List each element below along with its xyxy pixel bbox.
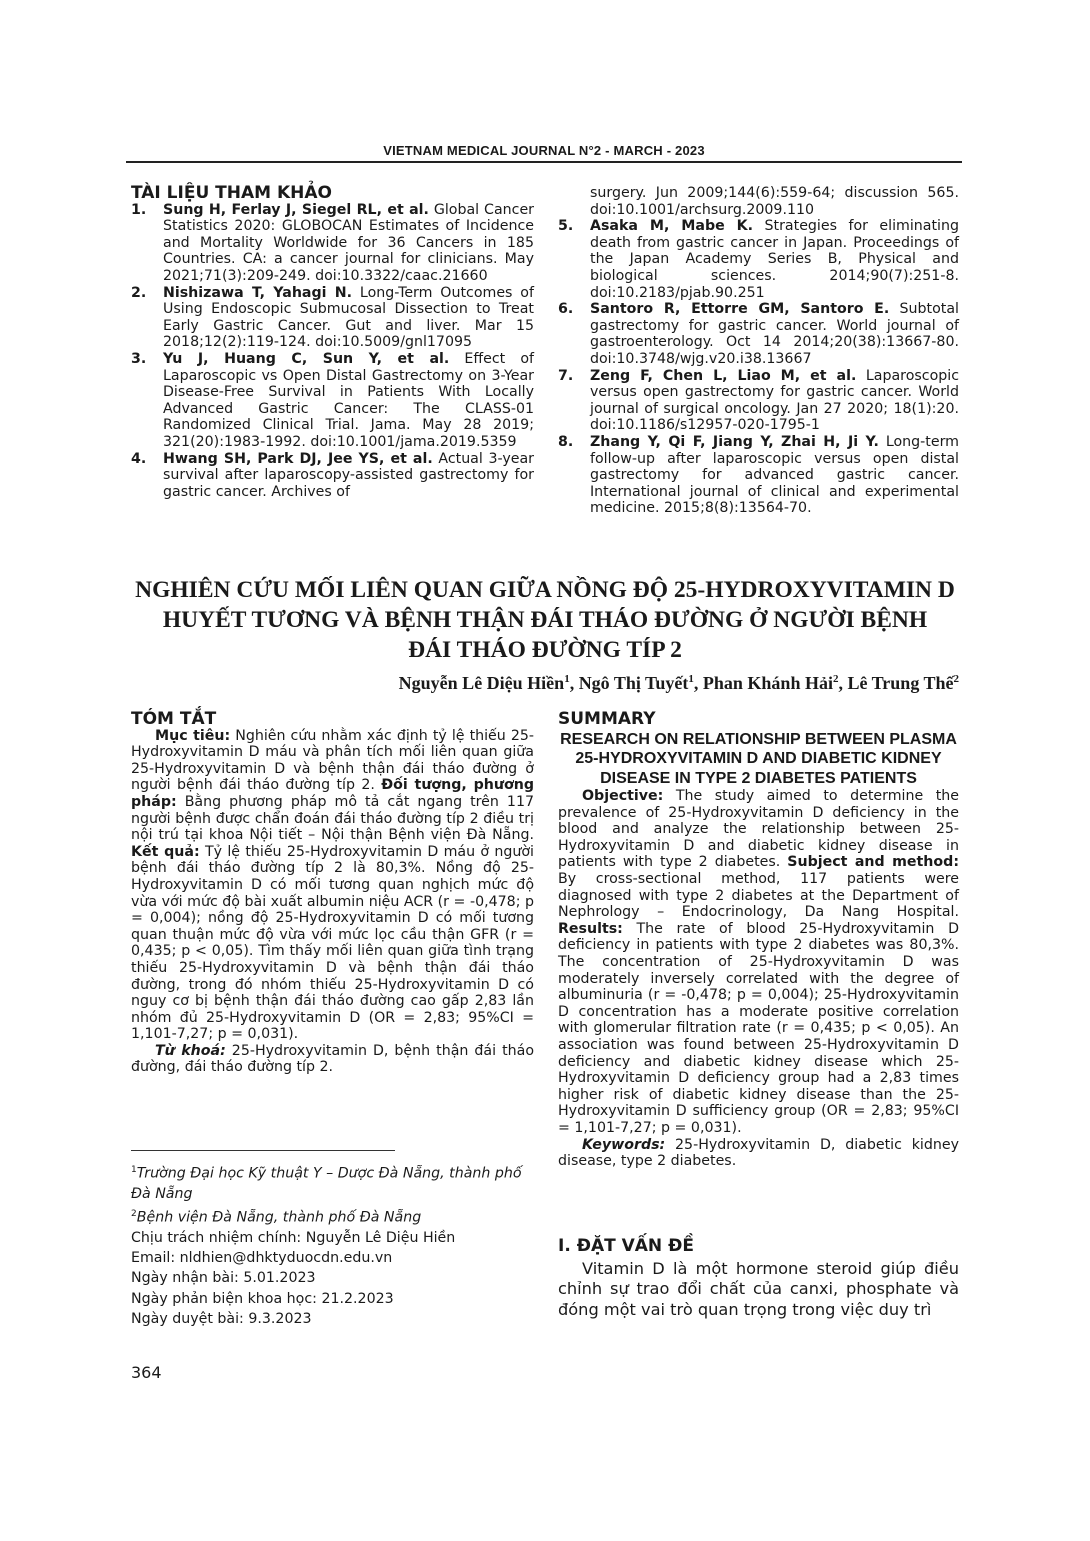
reference-authors: Hwang SH, Park DJ, Jee YS, et al. bbox=[163, 450, 433, 467]
reference-authors: Yu J, Huang C, Sun Y, et al. bbox=[163, 350, 450, 367]
reference-number: 3. bbox=[131, 350, 147, 367]
footnote-rule bbox=[131, 1150, 395, 1151]
objective-label: Mục tiêu: bbox=[155, 727, 231, 744]
reference-authors: Sung H, Ferlay J, Siegel RL, et al. bbox=[163, 201, 429, 218]
objective-text: The study aimed to determine the prevalence of 25-Hydroxyvitamin D deficiency in the blood and analyze the relationship between 25-Hydroxyvitamin D and diabetic kidney disease in patients with type 2 diabetes. bbox=[558, 788, 959, 871]
reference-number: 6. bbox=[558, 301, 574, 318]
reference-authors: Zeng F, Chen L, Liao M, et al. bbox=[590, 367, 857, 384]
introduction bbox=[558, 1236, 959, 1320]
reference-item bbox=[131, 202, 534, 285]
intro-text: Vitamin D là một hormone steroid giúp điều chỉnh sự trao đổi chất của canxi, phosphate và đóng một vai trò quan trọng trong việc duy trì bbox=[558, 1258, 959, 1319]
reference-continuation bbox=[558, 185, 959, 218]
reference-item bbox=[558, 301, 959, 367]
keywords-label: Từ khoá: bbox=[155, 1042, 226, 1059]
affiliation-marker: 2 bbox=[131, 1209, 137, 1220]
reference-text: Strategies for eliminating death from gastric cancer in Japan. Proceedings of the Japan Academy Series B, Physical and biological sciences. 2014;90(7):251-8. doi:10.2183/pjab.90.251 bbox=[590, 218, 959, 301]
method-label: Đối tượng, phương pháp: bbox=[131, 777, 534, 810]
reference-number: 4. bbox=[131, 450, 147, 467]
reference-text: Actual 3-year survival after laparoscopy-assisted gastrectomy for gastric cancer. Archives of bbox=[163, 450, 534, 500]
objective-text: Nghiên cứu nhằm xác định tỷ lệ thiếu 25-Hydroxyvitamin D máu và phân tích mối liên quan giữa 25-Hydroxyvitamin D và bệnh thận đái tháo đường ở người bệnh đái tháo đường típ 2. bbox=[131, 727, 535, 794]
reference-number: 2. bbox=[131, 284, 147, 301]
footnotes bbox=[131, 1160, 536, 1329]
title-line: ĐÁI THÁO ĐƯỜNG TÍP 2 bbox=[408, 637, 682, 663]
en-abstract bbox=[558, 711, 959, 1170]
summary-title: RESEARCH ON RELATIONSHIP BETWEEN PLASMA 25-HYDROXYVITAMIN D AND DIABETIC KIDNEY DISEASE IN TYPE 2 DIABETES PATIENTS bbox=[560, 730, 957, 787]
reference-text: surgery. Jun 2009;144(6):559-64; discussion 565. doi:10.1001/archsurg.2009.110 bbox=[590, 185, 959, 218]
article-title bbox=[110, 575, 980, 665]
author-affiliation: 2 bbox=[953, 673, 959, 685]
header-rule bbox=[126, 161, 962, 163]
affiliation-text: Bệnh viện Đà Nẵng, thành phố Đà Nẵng bbox=[136, 1209, 422, 1226]
keywords bbox=[558, 1137, 959, 1170]
reference-text: Long-Term Outcomes of Using Endoscopic Submucosal Dissection to Treat Early Gastric Cancer. Gut and liver. Mar 15 2018;12(2):119-124. doi:10.5009/gnl17095 bbox=[163, 284, 534, 351]
title-line: NGHIÊN CỨU MỐI LIÊN QUAN GIỮA NỒNG ĐỘ 25-HYDROXYVITAMIN D bbox=[135, 577, 955, 603]
references-right bbox=[558, 185, 959, 517]
reference-authors: Asaka M, Mabe K. bbox=[590, 218, 754, 235]
method-text: By cross-sectional method, 117 patients were diagnosed with type 2 diabetes at the Department of Nephrology – Endocrinology, Da Nang Hospital. bbox=[558, 871, 959, 921]
responsible-author: Chịu trách nhiệm chính: Nguyễn Lê Diệu Hiền bbox=[131, 1230, 456, 1247]
intro-heading: I. ĐẶT VẤN ĐỀ bbox=[558, 1236, 694, 1256]
results-text: The rate of blood 25-Hydroxyvitamin D deficiency in patients with type 2 diabetes was 80,3%. The concentration of 25-Hydroxyvitamin D was moderately inversely correlated with the degree of albuminuria (r = -0,478; p = 0,004); 25-Hydroxyvitamin D concentration has a moderate positive correlation with glomerular filtration rate (r = 0,435; p < 0,05). An association was found between 25-Hydroxyvitamin D deficiency and diabetic kidney disease which 25-Hydroxyvitamin D deficiency group had a 2,83 times higher risk of diabetic kidney disease than the 25-Hydroxyvitamin D sufficiency group (OR = 2,83; 95%CI = 1,101-7,27; p = 0,031). bbox=[558, 920, 959, 1136]
reference-authors: Zhang Y, Qi F, Jiang Y, Zhai H, Ji Y. bbox=[590, 433, 879, 450]
author-name: Nguyễn Lê Diệu Hiền bbox=[398, 673, 565, 693]
reference-item bbox=[558, 434, 959, 517]
method-label: Subject and method: bbox=[787, 854, 959, 871]
received-date: Ngày nhận bài: 5.01.2023 bbox=[131, 1270, 316, 1287]
review-date: Ngày phản biện khoa học: 21.2.2023 bbox=[131, 1290, 394, 1307]
keywords bbox=[131, 1043, 534, 1076]
reference-item bbox=[131, 285, 534, 351]
vn-abstract bbox=[131, 711, 534, 1076]
affiliation-1 bbox=[131, 1160, 536, 1204]
references-left bbox=[131, 185, 534, 500]
title-line: HUYẾT TƯƠNG VÀ BỆNH THẬN ĐÁI THÁO ĐƯỜNG Ở NGƯỜI BỆNH bbox=[162, 607, 928, 633]
author-affiliation: 2 bbox=[832, 673, 839, 685]
results-label: Results: bbox=[558, 920, 623, 937]
keywords-text: 25-Hydroxyvitamin D, diabetic kidney disease, type 2 diabetes. bbox=[558, 1136, 959, 1170]
abstract-body bbox=[131, 728, 534, 1043]
keywords-text: 25-Hydroxyvitamin D, bệnh thận đái tháo đường, đái tháo đường típ 2. bbox=[131, 1042, 535, 1076]
author-separator: , bbox=[693, 673, 703, 693]
abstract-heading: TÓM TẮT bbox=[131, 709, 217, 729]
keywords-label: Keywords: bbox=[582, 1136, 666, 1153]
reference-authors: Santoro R, Ettorre GM, Santoro E. bbox=[590, 301, 890, 318]
reference-text: Effect of Laparoscopic vs Open Distal Gastrectomy on 3-Year Disease-Free Survival in Patients With Locally Advanced Gastric Cancer: The CLASS-01 Randomized Clinical Trial. Jama. May 28 2019; 321(20):1983-1992. doi:10.1001/jama.2019.5359 bbox=[163, 350, 535, 450]
reference-text: Long-term follow-up after laparoscopic versus open distal gastrectomy for advanced gastric cancer. International journal of clinical and experimental medicine. 2015;8(8):13564-70. bbox=[590, 433, 959, 517]
contact-email: Email: nldhien@dhktyduocdn.edu.vn bbox=[131, 1250, 393, 1267]
author-name: Ngô Thị Tuyết bbox=[578, 673, 689, 693]
reference-authors: Nishizawa T, Yahagi N. bbox=[163, 284, 353, 301]
summary-body bbox=[558, 788, 959, 1136]
reference-item bbox=[131, 451, 534, 501]
affiliation-2 bbox=[131, 1204, 536, 1228]
author-affiliation: 1 bbox=[688, 673, 694, 685]
method-text: Bằng phương pháp mô tả cắt ngang trên 117 người bệnh được chẩn đoán đái tháo đường típ 2 điều trị nội trú tại khoa Nội tiết – Nội thận Bệnh viện Đà Nẵng. bbox=[131, 793, 534, 844]
reference-item bbox=[558, 368, 959, 434]
author-name: Lê Trung Thế bbox=[847, 673, 954, 693]
summary-heading: SUMMARY bbox=[558, 709, 656, 729]
page-number: 364 bbox=[131, 1363, 162, 1382]
reference-text: Laparoscopic versus open gastrectomy for gastric cancer. World journal of surgical oncology. Jan 27 2020; 18(1):20. doi:10.1186/s12957-020-1795-1 bbox=[590, 367, 959, 434]
author-separator: , bbox=[569, 673, 579, 693]
running-header: VIETNAM MEDICAL JOURNAL N°2 - MARCH - 2023 bbox=[383, 143, 705, 158]
author-name: Phan Khánh Hải bbox=[702, 673, 833, 693]
reference-number: 1. bbox=[131, 201, 147, 218]
reference-text: Global Cancer Statistics 2020: GLOBOCAN Estimates of Incidence and Mortality Worldwide for 36 Cancers in 185 Countries. CA: a cancer journal for clinicians. May 2021;71(3):209-249. doi:10.3322/caac.21660 bbox=[163, 201, 535, 284]
author-separator: , bbox=[838, 673, 848, 693]
reference-number: 7. bbox=[558, 367, 574, 384]
affiliation-marker: 1 bbox=[131, 1165, 137, 1175]
affiliation-text: Trường Đại học Kỹ thuật Y – Dược Đà Nẵng, thành phố Đà Nẵng bbox=[131, 1165, 522, 1202]
approval-date: Ngày duyệt bài: 9.3.2023 bbox=[131, 1310, 312, 1327]
reference-number: 8. bbox=[558, 433, 574, 450]
reference-number: 5. bbox=[558, 218, 574, 235]
results-label: Kết quả: bbox=[131, 843, 200, 860]
author-list bbox=[399, 673, 959, 694]
objective-label: Objective: bbox=[582, 788, 664, 805]
reference-text: Subtotal gastrectomy for gastric cancer. World journal of gastroenterology. Oct 14 2014;20(38):13667-80. doi:10.3748/wjg.v20.i38.13667 bbox=[590, 301, 959, 367]
references-title: TÀI LIỆU THAM KHẢO bbox=[131, 183, 332, 203]
author-affiliation: 1 bbox=[564, 673, 570, 685]
results-text: Tỷ lệ thiếu 25-Hydroxyvitamin D máu ở người bệnh đái tháo đường típ 2 là 80,3%. Nồng độ 25-Hydroxyvitamin D có mối tương quan nghịch mức độ vừa với mức độ bài xuất albumin niệu ACR (r = -0,478; p = 0,004); nồng độ 25-Hydroxyvitamin D có mối tương quan thuận mức độ vừa với mức lọc cầu thận GFR (r = 0,435; p < 0,05). Tìm thấy mối liên quan giữa tình trạng thiếu 25-Hydroxyvitamin D và bệnh thận đái tháo đường, trong đó nhóm thiếu 25-Hydroxyvitamin D có nguy cơ bị bệnh thận đái tháo đường cao gấp 2,83 lần nhóm đủ 25-Hydroxyvitamin D (OR = 2,83; 95%CI = 1,101-7,27; p = 0,031). bbox=[131, 843, 534, 1043]
reference-item bbox=[131, 351, 534, 451]
reference-item bbox=[558, 218, 959, 301]
